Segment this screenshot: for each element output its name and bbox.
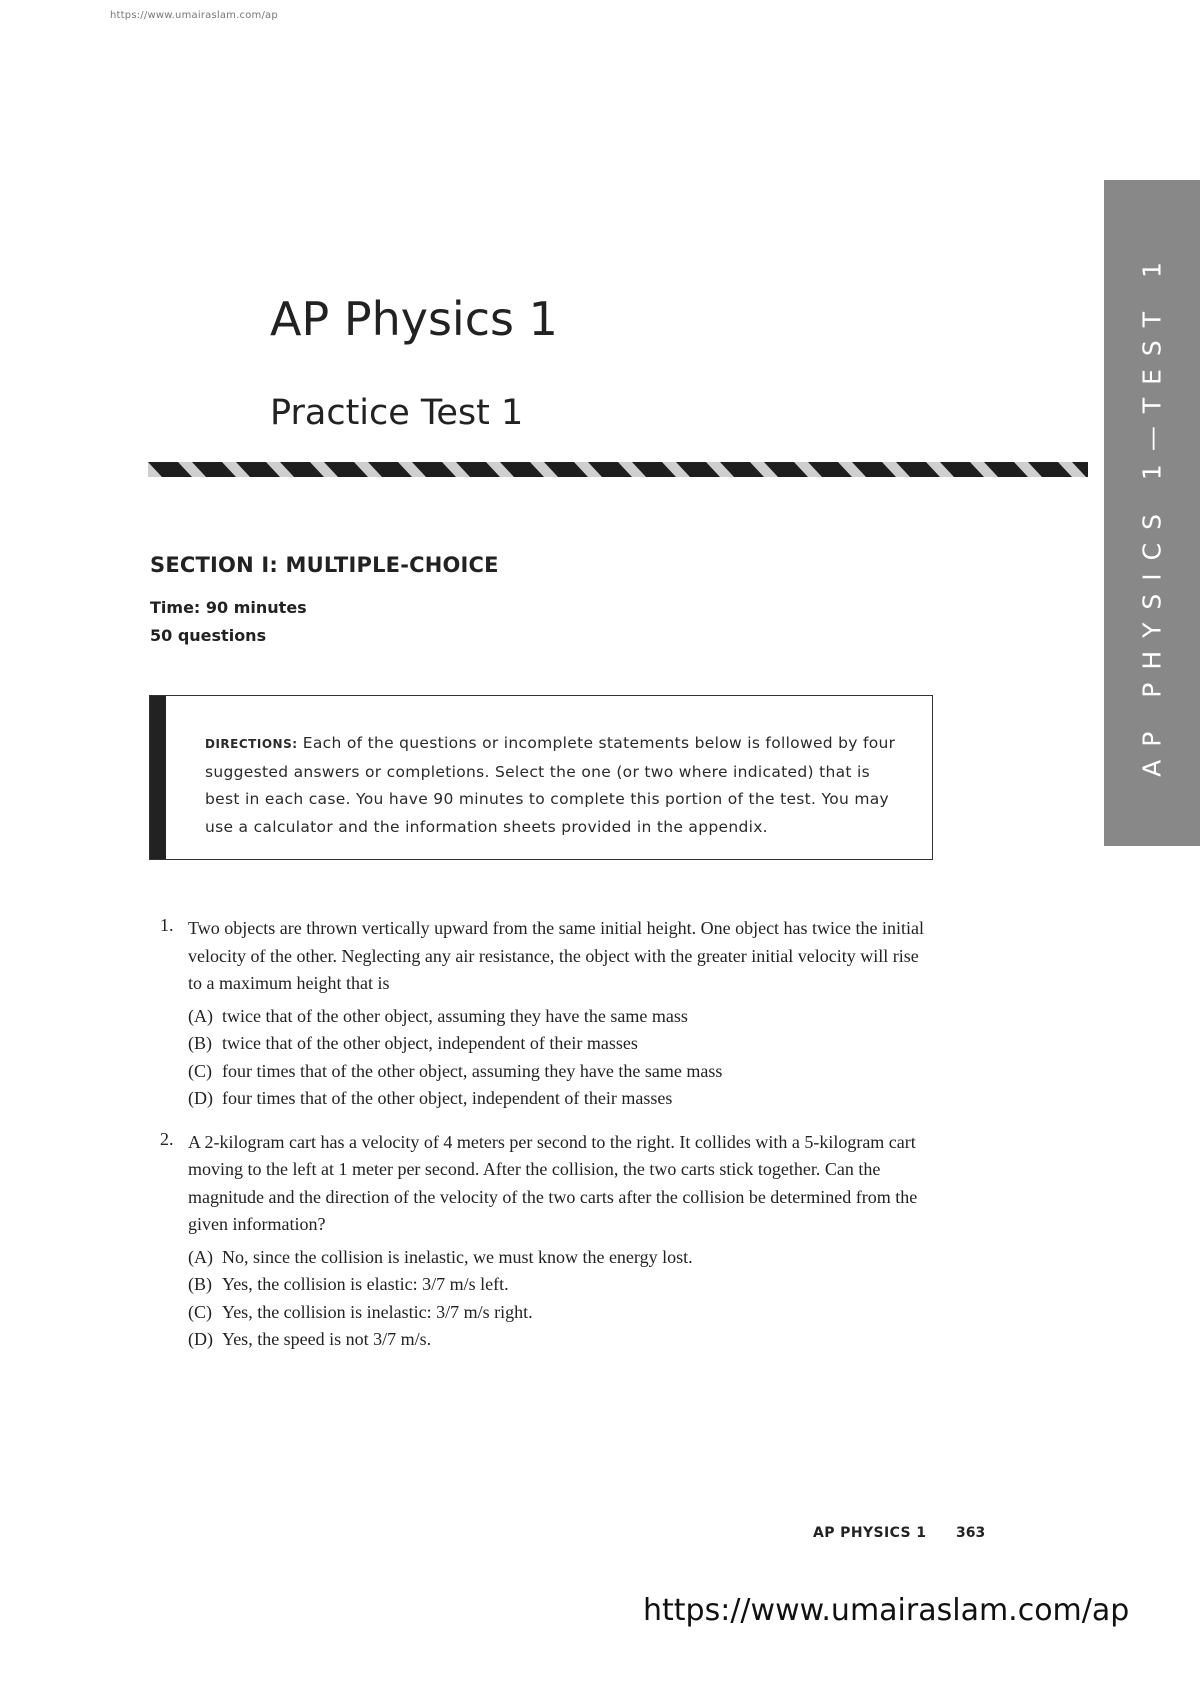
option-text: No, since the collision is inelastic, we must know the energy lost.	[222, 1246, 693, 1267]
section-time: Time: 90 minutes	[150, 598, 307, 617]
directions-body: Each of the questions or incomplete statements below is followed by four suggested answers or completions. Select the one (or two where indicated) that is best in each case. You have 90 minutes to complete this portion of the test. You may use a calculator and the information sheets provided in the appendix.	[205, 734, 896, 836]
option-text: twice that of the other object, assuming they have the same mass	[222, 1005, 688, 1026]
question-2	[160, 1129, 930, 1354]
option-letter: (B)	[188, 1274, 212, 1294]
option-text: Yes, the collision is inelastic: 3/7 m/s right.	[222, 1301, 533, 1322]
option-letter: (D)	[188, 1329, 213, 1349]
section-meta	[150, 594, 307, 650]
question-number: 2.	[160, 1128, 174, 1149]
question-1	[160, 915, 930, 1113]
option-letter: (C)	[188, 1060, 212, 1081]
footer-label: AP PHYSICS 1	[813, 1525, 927, 1541]
option-letter: (C)	[188, 1301, 212, 1322]
answer-option-b	[188, 1271, 930, 1299]
answer-option-c	[188, 1058, 930, 1086]
option-text: four times that of the other object, independent of their masses	[222, 1088, 673, 1108]
directions-label: DIRECTIONS:	[205, 737, 298, 751]
answer-option-a	[188, 1244, 930, 1272]
answer-option-a	[188, 1003, 930, 1031]
question-stem: A 2-kilogram cart has a velocity of 4 meters per second to the right. It collides with a 5-kilogram cart moving to the left at 1 meter per second. After the collision, the two carts stick together. Can the magnitude and the direction of the velocity of the two carts after the collision be determined from the given information?	[188, 1131, 918, 1234]
option-letter: (A)	[188, 1005, 213, 1026]
answer-option-c	[188, 1299, 930, 1327]
decorative-stripe	[148, 462, 1088, 477]
question-number: 1.	[160, 915, 174, 935]
page-title: AP Physics 1	[270, 292, 558, 346]
option-text: four times that of the other object, assuming they have the same mass	[222, 1060, 723, 1081]
page-number: 363	[956, 1525, 986, 1541]
answer-option-d	[188, 1085, 930, 1113]
option-text: Yes, the collision is elastic: 3/7 m/s left.	[222, 1274, 509, 1294]
directions-box	[149, 695, 933, 860]
side-tab	[1104, 180, 1200, 846]
section-title: SECTION I: MULTIPLE-CHOICE	[150, 553, 499, 577]
page-subtitle: Practice Test 1	[270, 393, 524, 433]
option-text: Yes, the speed is not 3/7 m/s.	[222, 1329, 432, 1349]
option-letter: (D)	[188, 1088, 213, 1108]
option-letter: (A)	[188, 1246, 213, 1267]
answer-option-d	[188, 1326, 930, 1354]
answer-option-b	[188, 1030, 930, 1058]
question-stem: Two objects are thrown vertically upward from the same initial height. One object has twice the initial velocity of the other. Neglecting any air resistance, the object with the greater initial velocity will rise to a maximum height that is	[188, 918, 925, 993]
header-url: https://www.umairaslam.com/ap	[110, 10, 278, 21]
directions-text	[205, 730, 905, 841]
option-text: twice that of the other object, independent of their masses	[222, 1033, 638, 1053]
site-url-link[interactable]: https://www.umairaslam.com/ap	[643, 1593, 1130, 1628]
directions-bar	[150, 696, 166, 859]
side-tab-label: AP PHYSICS 1—TEST 1	[1137, 249, 1167, 777]
question-list	[160, 915, 930, 1370]
section-question-count: 50 questions	[150, 626, 267, 645]
option-letter: (B)	[188, 1033, 212, 1053]
